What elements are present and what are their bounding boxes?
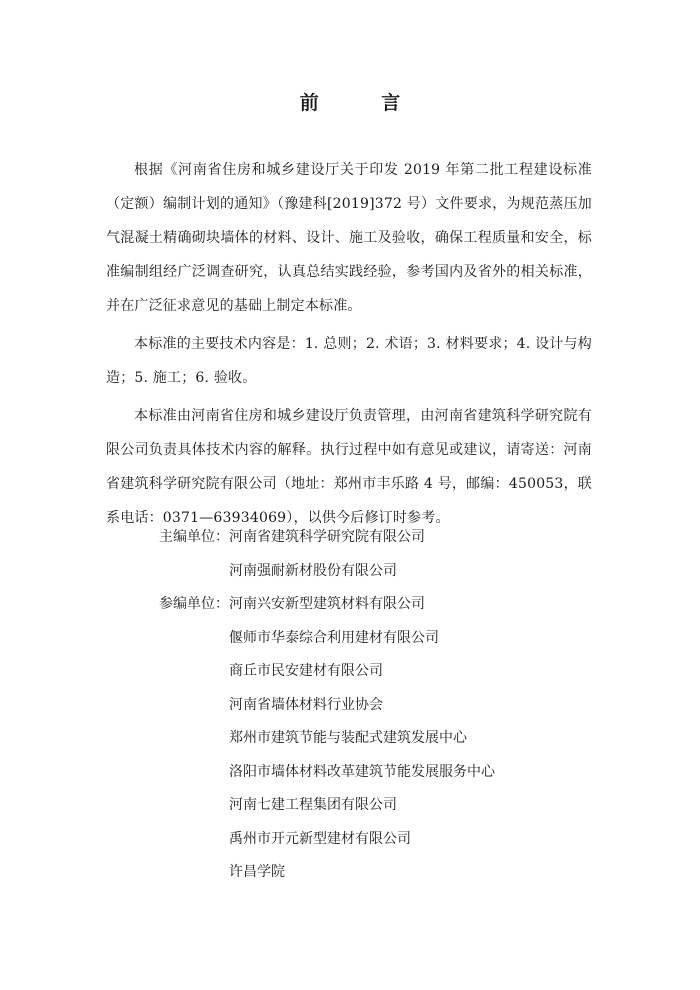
participating-units-label: 参编单位： [159,596,229,612]
compiling-units [159,521,599,890]
chief-unit-name: 河南省建筑科学研究院有限公司 [229,529,425,545]
participating-unit-name: 郑州市建筑节能与装配式建筑发展中心 [229,730,467,746]
participating-unit-name: 河南兴安新型建筑材料有限公司 [229,596,425,612]
participating-unit-row [159,789,599,823]
participating-unit-name: 偃师市华泰综合利用建材有限公司 [229,629,439,646]
participating-unit-row [159,856,599,890]
participating-unit-row [159,689,599,723]
page-title: 前 言 [299,92,429,114]
chief-unit-name: 河南强耐新材股份有限公司 [229,562,397,579]
participating-unit-row [159,622,599,656]
participating-unit-row [159,722,599,756]
chief-unit-row [159,521,599,555]
paragraph-basis: 根据《河南省住房和城乡建设厅关于印发 2019 年第二批工程建设标准（定额）编制计划的通知》（豫建科[2019]372 号）文件要求，为规范蒸压加气混凝土精确砌块墙体的材料、设计、施工及验收，确保工程质量和安全，标准编制组经广泛调查研究，认真总结实践经验，参考国内及省外的相关标准，并在广泛征求意见的基础上制定本标准。 [106,162,592,314]
participating-unit-row [159,756,599,790]
participating-unit-row [159,588,599,622]
participating-unit-row [159,655,599,689]
participating-unit-name: 河南省墙体材料行业协会 [229,696,383,713]
participating-unit-name: 许昌学院 [229,864,285,880]
chief-unit-row [159,555,599,589]
paragraph-management: 本标准由河南省住房和城乡建设厅负责管理，由河南省建筑科学研究院有限公司负责具体技术内容的解释。执行过程中如有意见或建议，请寄送：河南省建筑科学研究院有限公司（地址：郑州市丰乐路 4 号，邮编：450053，联系电话：0371—63934069），以供今后修订时参考。 [106,408,592,526]
participating-unit-name: 禹州市开元新型建材有限公司 [229,830,411,847]
paragraph-contents: 本标准的主要技术内容是：1. 总则；2. 术语；3. 材料要求；4. 设计与构造；5. 施工；6. 验收。 [106,336,592,386]
participating-unit-row [159,823,599,857]
chief-units-label: 主编单位： [159,529,229,545]
participating-unit-name: 河南七建工程集团有限公司 [229,797,397,813]
foreword-body [106,153,592,539]
participating-unit-name: 商丘市民安建材有限公司 [229,663,383,679]
participating-unit-name: 洛阳市墙体材料改革建筑节能发展服务中心 [229,763,495,780]
